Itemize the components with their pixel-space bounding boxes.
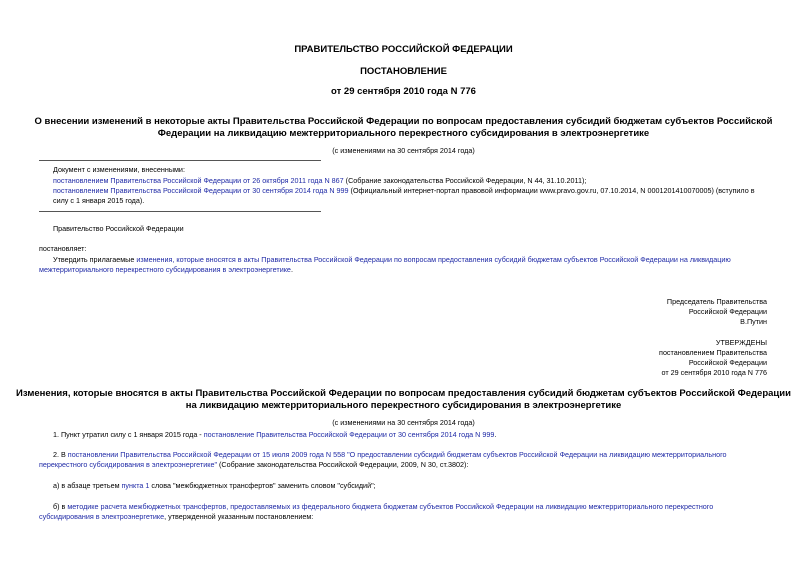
- item-1-end: .: [494, 430, 497, 439]
- approved-org: Российской Федерации: [688, 358, 767, 367]
- doc-title-line-1: О внесении изменений в некоторые акты Правительства Российской Федерации по вопросам предоставления субсидий бюджетам субъектов Российской: [34, 116, 773, 127]
- changes-amendment-note: (с изменениями на 30 сентября 2014 года): [332, 418, 475, 427]
- approved-date: от 29 сентября 2010 года N 776: [661, 368, 767, 377]
- subitem-a-lead: а) в абзаце третьем: [53, 481, 120, 490]
- amend-item-2-rest: (Официальный интернет-портал правовой информации www.pravo.gov.ru, 07.10.2014, N 0001201410070005) (вступило в: [350, 186, 755, 195]
- item-1: [53, 430, 496, 440]
- item-2-link[interactable]: постановлении Правительства Российской Федерации от 15 июля 2009 года N 558 "О предоставлении субсидий бюджетам субъектов Российской Федерации на ликвидацию межтерриториального: [67, 450, 727, 459]
- signature-name: В.Путин: [740, 317, 767, 326]
- subitem-b-link[interactable]: методике расчета межбюджетных трансфертов, предоставляемых из федерального бюджета бюджетам субъектов Российской Федерации на ликвидацию межтерриториального перекрестного: [67, 502, 714, 511]
- doc-date-number: от 29 сентября 2010 года N 776: [331, 86, 476, 97]
- amend-box-top-rule: [39, 160, 321, 161]
- subitem-b-cont: [39, 512, 313, 522]
- subitem-b-rest: , утвержденной указанным постановлением:: [164, 512, 314, 521]
- item-2-lead: 2. В: [53, 450, 66, 459]
- government-heading: ПРАВИТЕЛЬСТВО РОССИЙСКОЙ ФЕДЕРАЦИИ: [294, 44, 513, 55]
- amend-item-2-cont: силу с 1 января 2015 года).: [53, 196, 145, 205]
- signature-org: Российской Федерации: [688, 307, 767, 316]
- doc-type-heading: ПОСТАНОВЛЕНИЕ: [360, 66, 447, 77]
- item-1-lead: 1. Пункт утратил силу с 1 января 2015 года -: [53, 430, 202, 439]
- approve-lead: Утвердить прилагаемые: [53, 255, 135, 264]
- approve-paragraph: [53, 255, 773, 265]
- amend-item-2-link[interactable]: постановлением Правительства Российской Федерации от 30 сентября 2014 года N 999: [53, 186, 349, 195]
- amend-box-bottom-rule: [39, 211, 321, 212]
- approved-stamp: УТВЕРЖДЕНЫ: [715, 338, 767, 347]
- item-2-link-cont[interactable]: перекрестного субсидирования в электроэнергетике": [39, 460, 218, 469]
- amend-item-1: [53, 176, 773, 186]
- item-2-rest: (Собрание законодательства Российской Федерации, 2009, N 30, ст.3802):: [219, 460, 469, 469]
- changes-title-line-2: на ликвидацию межтерриториального перекрестного субсидирования в электроэнергетике: [185, 400, 622, 411]
- approve-link-cont[interactable]: межтерриториального перекрестного субсидирования в электроэнергетике: [39, 265, 291, 274]
- approve-paragraph-cont: [39, 265, 293, 275]
- approve-end: .: [290, 265, 293, 274]
- changes-title-line-1: Изменения, которые вносятся в акты Правительства Российской Федерации по вопросам предоставления субсидий бюджетам субъектов Российской Федерации: [16, 388, 791, 399]
- subitem-a: [53, 481, 376, 491]
- doc-title-line-2: Федерации на ликвидацию межтерриториального перекрестного субсидирования в электроэнергетике: [157, 128, 650, 139]
- amend-item-1-link[interactable]: постановлением Правительства Российской Федерации от 26 октября 2011 года N 867: [53, 176, 344, 185]
- subitem-a-rest: слова "межбюджетных трансфертов" заменить словом "субсидий";: [151, 481, 376, 490]
- subitem-b-lead: б) в: [53, 502, 66, 511]
- approved-by: постановлением Правительства: [659, 348, 767, 357]
- subitem-b: [53, 502, 773, 512]
- gov-subject: Правительство Российской Федерации: [53, 224, 184, 233]
- approve-link[interactable]: изменения, которые вносятся в акты Правительства Российской Федерации по вопросам предоставления субсидий бюджетам субъектов Российской Федерации на ликвидацию: [136, 255, 731, 264]
- amend-item-2: [53, 186, 773, 196]
- item-2: [53, 450, 773, 460]
- item-2-cont: [39, 460, 468, 470]
- amend-item-1-rest: (Собрание законодательства Российской Федерации, N 44, 31.10.2011);: [345, 176, 587, 185]
- amend-box-intro: Документ с изменениями, внесенными:: [53, 165, 185, 174]
- subitem-b-link-cont[interactable]: субсидирования в электроэнергетике: [39, 512, 165, 521]
- subitem-a-link[interactable]: пункта 1: [121, 481, 150, 490]
- signature-title: Председатель Правительства: [666, 297, 767, 306]
- amendment-note: (с изменениями на 30 сентября 2014 года): [332, 146, 475, 155]
- decides-text: постановляет:: [39, 244, 87, 253]
- item-1-link[interactable]: постановление Правительства Российской Федерации от 30 сентября 2014 года N 999: [203, 430, 495, 439]
